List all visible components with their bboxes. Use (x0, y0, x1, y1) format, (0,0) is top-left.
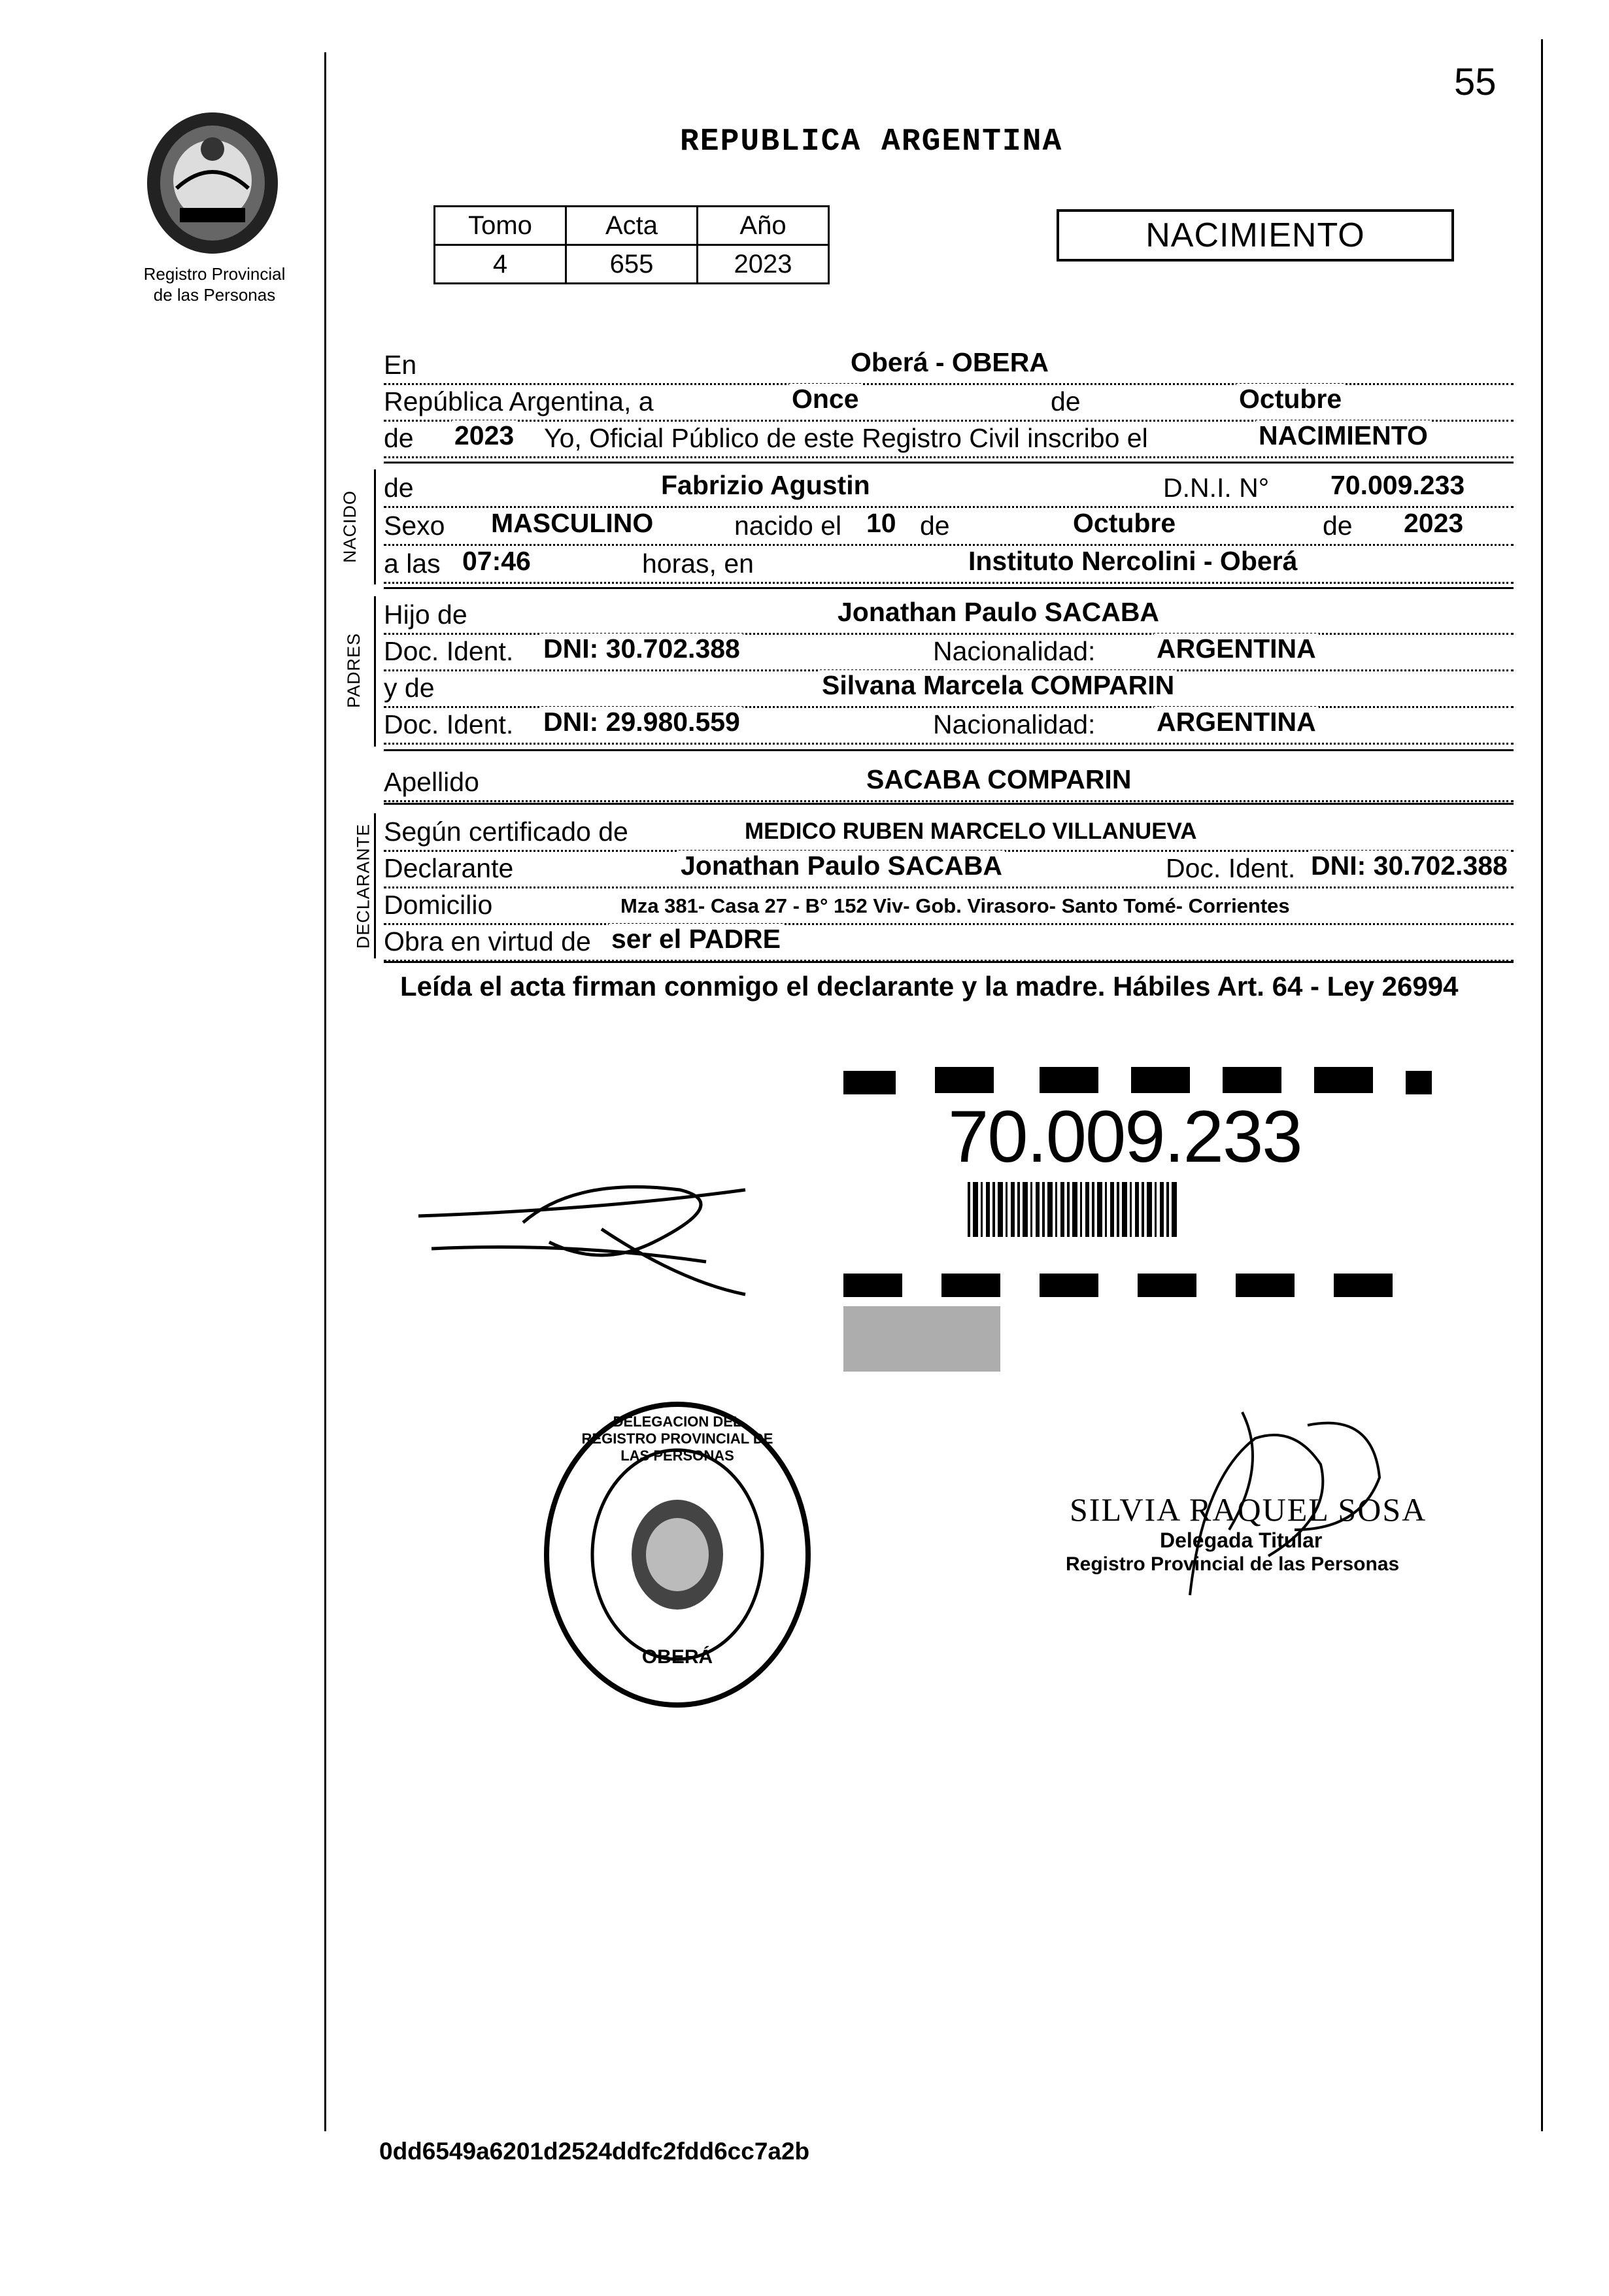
divider-4 (384, 803, 1514, 805)
nacido-bracket (374, 469, 376, 584)
mother-name: Silvana Marcela COMPARIN (819, 670, 1177, 701)
stamp-city: OBERÁ (641, 1646, 713, 1668)
birth-day: 10 (864, 508, 899, 539)
birth-time: 07:46 (460, 546, 534, 577)
a-las-label: a las (384, 549, 445, 579)
row-obra (384, 923, 1514, 962)
nacido-el-label: nacido el (734, 511, 845, 541)
child-dni: 70.009.233 (1328, 470, 1467, 501)
declarante-label: Declarante (384, 853, 517, 884)
date-de: de (1051, 386, 1085, 417)
mother-doc: DNI: 29.980.559 (541, 707, 743, 737)
table-cell-anio: 2023 (698, 245, 829, 284)
table-header-anio: Año (698, 207, 829, 245)
domicilio-label: Domicilio (384, 890, 496, 920)
cert-value: MEDICO RUBEN MARCELO VILLANUEVA (742, 819, 1200, 845)
declarante-value: Jonathan Paulo SACABA (678, 851, 1005, 881)
table-cell-tomo: 4 (435, 245, 566, 284)
official-stamp (540, 1398, 815, 1712)
birth-year: 2023 (1401, 508, 1466, 539)
location-label: En (384, 350, 420, 380)
birth-de-2: de (1323, 511, 1357, 541)
row-date (384, 383, 1514, 422)
date-day: Once (789, 384, 862, 414)
row-mother (384, 669, 1514, 708)
cert-label: Según certificado de (384, 817, 632, 847)
year-text: Yo, Oficial Público de este Registro Civil inscribo el (544, 423, 1152, 454)
father-nat: ARGENTINA (1154, 633, 1319, 664)
divider-3 (384, 749, 1514, 751)
child-dni-label: D.N.I. N° (1163, 473, 1273, 503)
year-de: de (384, 423, 418, 454)
date-month: Octubre (1236, 384, 1344, 414)
row-declarante (384, 850, 1514, 888)
section-declarante-label: DECLARANTE (353, 823, 373, 949)
apellido-label: Apellido (384, 767, 483, 798)
act-type-box: NACIMIENTO (1057, 209, 1454, 262)
right-margin-line (1541, 39, 1543, 2131)
table-header-tomo: Tomo (435, 207, 566, 245)
security-pattern (843, 1306, 1000, 1372)
horas-label: horas, en (642, 549, 758, 579)
declarante-doc-label: Doc. Ident. (1166, 853, 1299, 884)
divider-1 (384, 462, 1514, 464)
birth-month: Octubre (1070, 508, 1178, 539)
sexo-value: MASCULINO (488, 508, 656, 539)
issuer-line-2: de las Personas (153, 285, 276, 305)
father-nat-label: Nacionalidad: (933, 636, 1099, 667)
coat-of-arms-logo (124, 110, 301, 260)
left-margin-line (324, 52, 326, 2131)
row-child-sex (384, 507, 1514, 546)
obra-label: Obra en virtud de (384, 926, 595, 957)
row-father-doc (384, 633, 1514, 671)
birth-place: Instituto Nercolini - Oberá (966, 546, 1300, 577)
country-title: REPUBLICA ARGENTINA (680, 124, 1063, 160)
mother-nat-label: Nacionalidad: (933, 709, 1099, 740)
official-role: Delegada Titular (1160, 1528, 1323, 1552)
father-name: Jonathan Paulo SACABA (835, 597, 1162, 628)
row-mother-doc (384, 706, 1514, 745)
apellido-value: SACABA COMPARIN (864, 764, 1134, 795)
row-location (384, 346, 1514, 385)
year-act: NACIMIENTO (1256, 420, 1431, 451)
row-child-name (384, 469, 1514, 508)
register-table (433, 205, 830, 284)
child-name: Fabrizio Agustin (658, 470, 873, 501)
table-header-acta: Acta (566, 207, 698, 245)
father-doc: DNI: 30.702.388 (541, 633, 743, 664)
barcode (968, 1182, 1177, 1237)
id-sticker (843, 1058, 1432, 1372)
declarante-bracket (374, 813, 376, 958)
divider-2 (384, 587, 1514, 589)
father-doc-label: Doc. Ident. (384, 636, 517, 667)
row-child-time (384, 545, 1514, 584)
year-value: 2023 (452, 420, 517, 451)
section-padres-label: PADRES (344, 632, 364, 709)
location-value: Oberá - OBERA (848, 347, 1051, 378)
padres-bracket (374, 596, 376, 747)
closing-text: Leída el acta firman conmigo el declarante y la madre. Hábiles Art. 64 - Ley 26994 (400, 971, 1459, 1002)
sexo-label: Sexo (384, 511, 449, 541)
row-father (384, 596, 1514, 635)
hijo-label: Hijo de (384, 599, 471, 630)
obra-value: ser el PADRE (609, 924, 783, 954)
child-de-label: de (384, 473, 418, 503)
page-number: 55 (1454, 61, 1497, 103)
mother-doc-label: Doc. Ident. (384, 709, 517, 740)
official-office: Registro Provincial de las Personas (1066, 1553, 1400, 1575)
birth-de-1: de (920, 511, 954, 541)
divider-5 (384, 961, 1514, 963)
declarante-doc: DNI: 30.702.388 (1308, 851, 1510, 881)
sticker-number: 70.009.233 (948, 1096, 1302, 1177)
official-name: SILVIA RAQUEL SOSA (1070, 1491, 1427, 1528)
document-hash: 0dd6549a6201d2524ddfc2fdd6cc7a2b (379, 2138, 810, 2165)
section-nacido-label: NACIDO (340, 490, 360, 564)
date-label: República Argentina, a (384, 386, 658, 417)
declarant-signature (405, 1151, 771, 1308)
row-certificado (384, 813, 1514, 852)
row-apellido (384, 764, 1514, 802)
issuer-line-1: Registro Provincial (143, 264, 286, 284)
domicilio-value: Mza 381- Casa 27 - B° 152 Viv- Gob. Virasoro- Santo Tomé- Corrientes (618, 894, 1293, 918)
mother-nat: ARGENTINA (1154, 707, 1319, 737)
table-cell-acta: 655 (566, 245, 698, 284)
row-domicilio (384, 886, 1514, 925)
stamp-ring-text: DELEGACION DEL REGISTRO PROVINCIAL DE LAS PERSONAS (581, 1413, 773, 1464)
row-year (384, 420, 1514, 458)
yde-label: y de (384, 673, 439, 703)
